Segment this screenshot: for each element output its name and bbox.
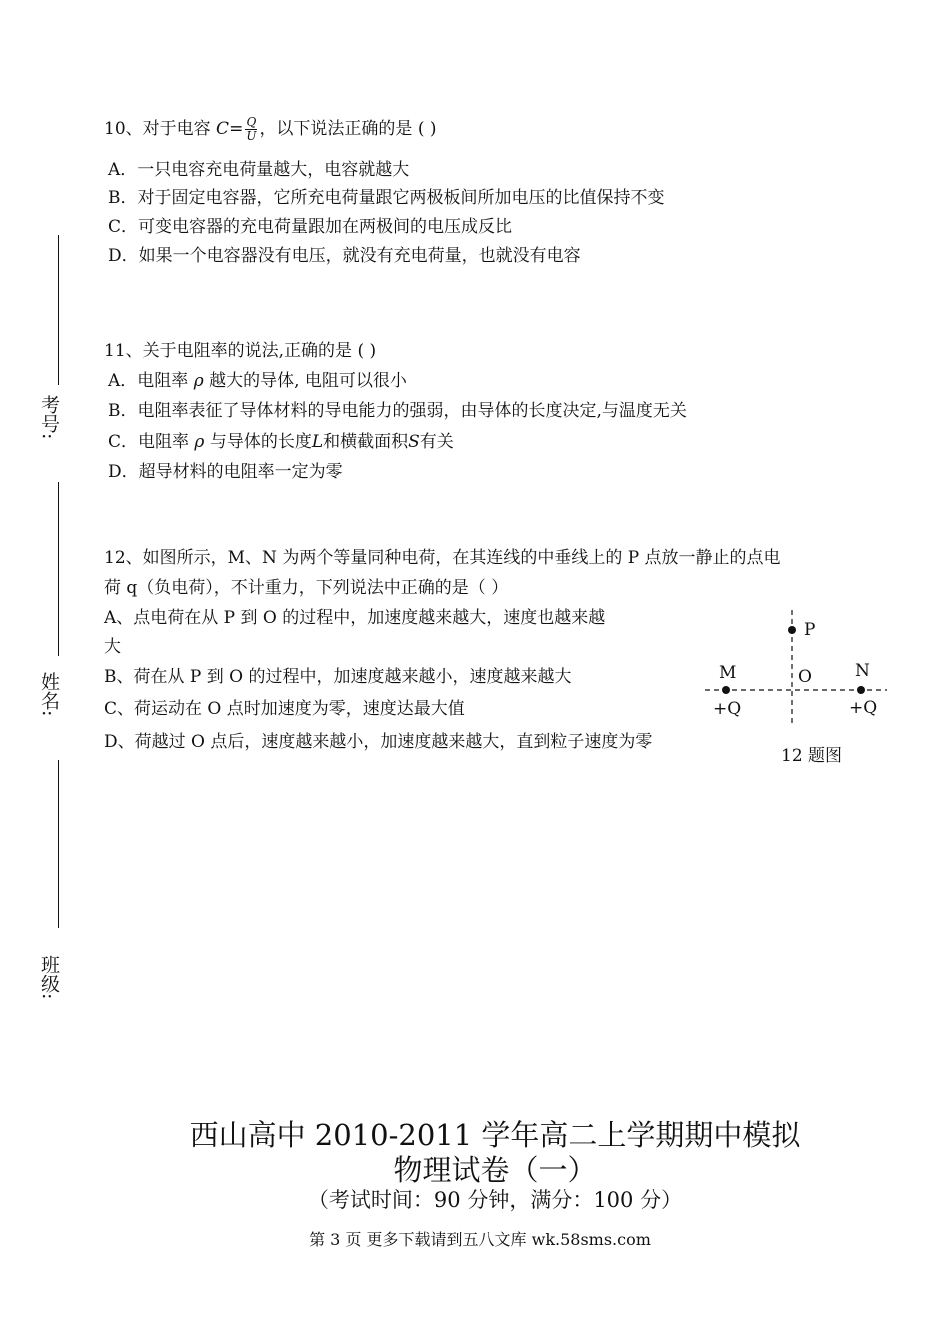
q12-option-c: C、荷运动在 O 点时加速度为零，速度达最大值 [104, 699, 465, 719]
q10-option-b: B．对于固定电容器，它所充电荷量跟它两极板间所加电压的比值保持不变 [108, 188, 665, 208]
q11-option-c [108, 432, 454, 452]
name-label: 姓名: [38, 672, 60, 717]
charge-m-dot [722, 686, 730, 694]
diagram-label-p: P [804, 620, 816, 640]
q10-option-a: A．一只电容充电荷量越大，电容就越大 [108, 160, 410, 180]
q11-option-a-post: 越大的导体, 电阻可以很小 [203, 371, 407, 391]
binding-line-middle [58, 482, 59, 656]
q12-option-a-line2: 大 [104, 637, 121, 657]
diagram-charge-m: +Q [713, 699, 742, 719]
q10-stem-post: ，以下说法正确的是 ( ) [259, 119, 437, 139]
exam-no-label: 考号: [38, 395, 60, 440]
q10-formula-eq: = [229, 119, 244, 139]
q11-option-c-pre: C．电阻率 [108, 432, 195, 452]
q10-formula-numerator: Q [246, 115, 257, 129]
q12-stem-line2: 荷 q（负电荷），不计重力，下列说法中正确的是（ ） [104, 578, 509, 598]
diagram-caption: 12 题图 [781, 746, 843, 766]
point-p-dot [788, 626, 796, 634]
q12-option-b: B、荷在从 P 到 O 的过程中，加速度越来越小，速度越来越大 [104, 667, 572, 687]
q11-length-symbol: L [311, 432, 324, 452]
diagram-charge-n: +Q [849, 698, 878, 718]
q11-option-c-mid2: 和横截面积 [323, 432, 409, 452]
charge-n-dot [857, 686, 865, 694]
q10-option-c: C．可变电容器的充电荷量跟加在两极间的电压成反比 [108, 217, 513, 237]
diagram-label-m: M [719, 663, 737, 683]
binding-line-top [58, 235, 59, 385]
q11-rho-a: ρ [193, 371, 204, 391]
q12-option-d: D、荷越过 O 点后，速度越来越小，加速度越来越大，直到粒子速度为零 [104, 732, 653, 752]
q12-stem-line1: 12、如图所示，M、N 为两个等量同种电荷，在其连线的中垂线上的 P 点放一静止的点电 [104, 548, 781, 568]
exam-subtitle: （考试时间：90 分钟，满分：100 分） [307, 1188, 683, 1212]
exam-title-line2: 物理试卷（一） [393, 1153, 597, 1187]
q10-stem-pre: 10、对于电容 [104, 119, 217, 139]
exam-title-line1: 西山高中 2010-2011 学年高二上学期期中模拟 [189, 1118, 801, 1152]
q11-option-b: B．电阻率表征了导体材料的导电能力的强弱，由导体的长度决定,与温度无关 [108, 401, 687, 421]
q11-option-a [108, 371, 407, 391]
q11-option-c-mid1: 与导体的长度 [204, 432, 312, 452]
q11-option-c-post: 有关 [419, 432, 454, 452]
q10-formula-fraction [245, 116, 257, 143]
diagram-label-o: O [798, 667, 812, 687]
q11-stem: 11、关于电阻率的说法,正确的是 ( ) [104, 341, 377, 361]
diagram-label-n: N [855, 661, 870, 681]
binding-line-lower [58, 760, 59, 928]
q11-option-a-pre: A．电阻率 [108, 371, 194, 391]
q11-option-d: D．超导材料的电阻率一定为零 [108, 462, 343, 482]
q10-formula-var: C [216, 119, 230, 139]
page-note: 第 3 页 更多下载请到五八文库 wk.58sms.com [309, 1230, 651, 1249]
q10-stem [104, 115, 437, 143]
q10-formula-denominator: U [246, 129, 257, 143]
q10-option-d: D．如果一个电容器没有电压，就没有充电荷量，也就没有电容 [108, 246, 581, 266]
q12-option-a-line1: A、点电荷在从 P 到 O 的过程中，加速度越来越大，速度也越来越 [104, 608, 606, 628]
class-label: 班级: [38, 955, 60, 1000]
q11-rho-c: ρ [194, 432, 205, 452]
q11-area-symbol: S [408, 432, 420, 452]
